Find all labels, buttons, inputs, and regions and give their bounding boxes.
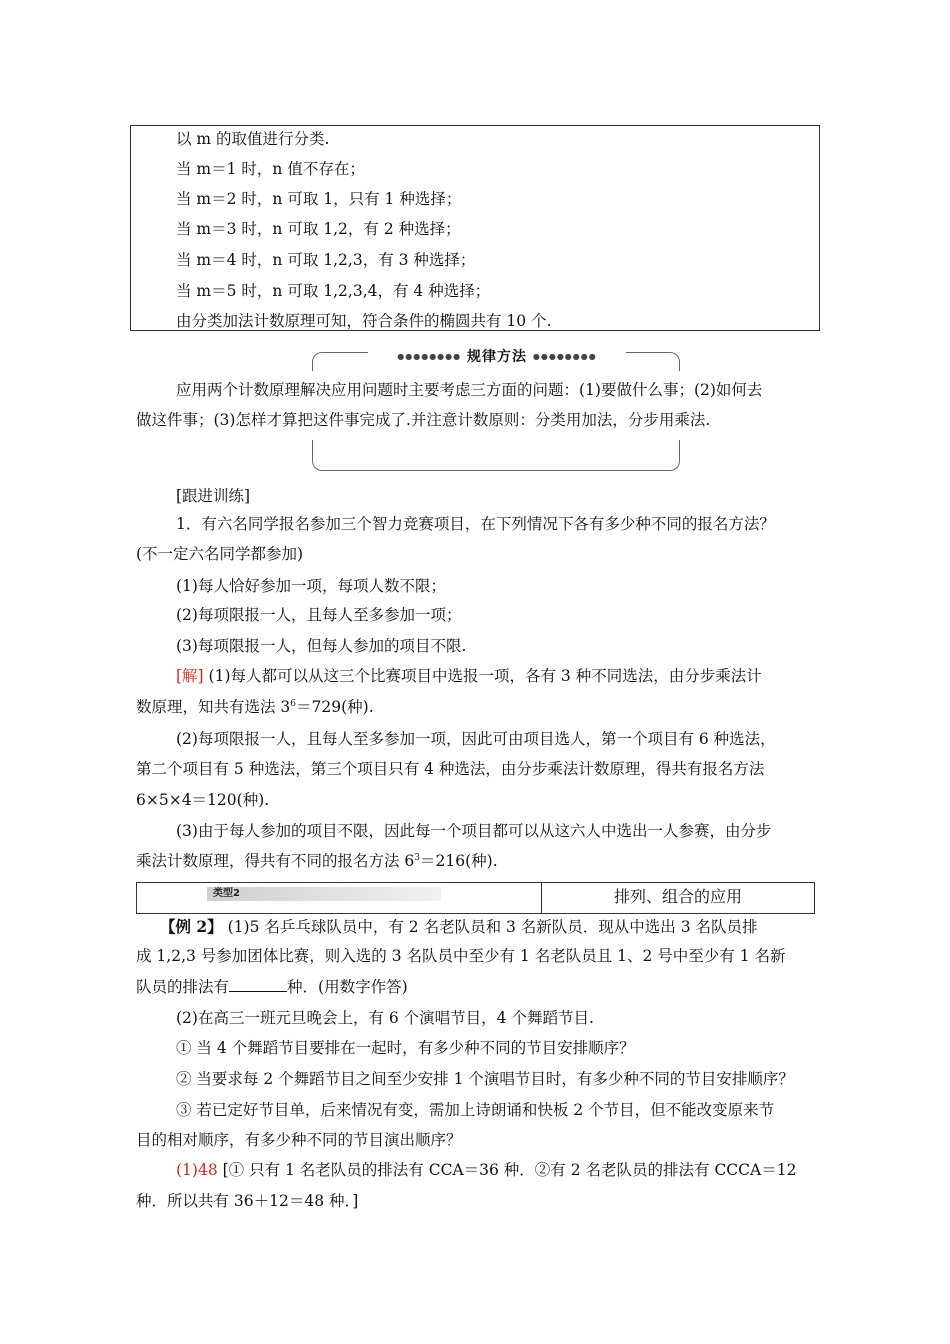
- box-line: 当 m＝2 时，n 可取 1，只有 1 种选择；: [176, 190, 462, 208]
- solution-text: 乘法计数原理，得共有不同的报名方法 6: [136, 852, 415, 870]
- rule-line: 应用两个计数原理解决应用问题时主要考虑三方面的问题：(1)要做什么事；(2)如何去: [176, 381, 763, 399]
- answer-tag: (1)48: [176, 1161, 218, 1179]
- answer-line: [176, 1160, 796, 1180]
- solution-line: 第二个项目有 5 种选法，第三个项目只有 4 种选法，由分步乘法计数原理，得共有报名方法: [136, 760, 765, 778]
- example-line: [160, 917, 758, 937]
- rule-frame-bottom: [312, 440, 680, 471]
- type-label: 类型2: [213, 888, 240, 899]
- question-line: 1．有六名同学报名参加三个智力竞赛项目，在下列情况下各有多少种不同的报名方法？: [176, 515, 775, 533]
- solution-text: (1)每人都可以从这三个比赛项目中选报一项，各有 3 种不同选法，由分步乘法计: [208, 667, 762, 685]
- example-line: ① 当 4 个舞蹈节目要排在一起时，有多少种不同的节目安排顺序？: [176, 1039, 635, 1057]
- box-line: 当 m＝3 时，n 可取 1,2，有 2 种选择；: [176, 220, 461, 238]
- box-line: 由分类加法计数原理可知，符合条件的椭圆共有 10 个.: [176, 312, 552, 330]
- solution-line: [136, 697, 374, 717]
- solution-line: (3)由于每人参加的项目不限，因此每一个项目都可以从这六人中选出一人参赛，由分步: [176, 822, 772, 840]
- solution-text: ＝216(种).: [420, 852, 498, 870]
- example-tag: 【例 2】: [160, 917, 223, 936]
- practice-heading: [跟进训练]: [176, 487, 251, 505]
- rule-title: 规律方法: [467, 349, 527, 365]
- solution-tag: [解]: [176, 667, 204, 685]
- answer-blank: [229, 977, 287, 992]
- question-line: (3)每项限报一人，但每人参加的项目不限.: [176, 637, 467, 655]
- example-line: (2)在高三一班元旦晚会上，有 6 个演唱节目，4 个舞蹈节目.: [176, 1009, 594, 1027]
- example-line: ② 当要求每 2 个舞蹈节目之间至少安排 1 个演唱节目时，有多少种不同的节目安排顺序？: [176, 1070, 794, 1088]
- example-text: (1)5 名乒乓球队员中，有 2 名老队员和 3 名新队员．现从中选出 3 名队员排: [222, 918, 758, 936]
- rule-title-banner: [368, 346, 626, 368]
- question-line: (1)每人恰好参加一项，每项人数不限；: [176, 577, 446, 595]
- type-title: 排列、组合的应用: [613, 887, 742, 906]
- type-tab: [207, 887, 441, 901]
- solution-line: 6×5×4＝120(种).: [136, 791, 270, 809]
- solution-text: ＝729(种).: [296, 698, 374, 716]
- example-text: 队员的排法有: [136, 978, 230, 996]
- box-line: 当 m＝4 时，n 可取 1,2,3，有 3 种选择；: [176, 251, 476, 269]
- box-line: 以 m 的取值进行分类.: [176, 130, 330, 148]
- solution-line: [136, 851, 498, 871]
- example-line: ③ 若已定好节目单，后来情况有变，需加上诗朗诵和快板 2 个节目，但不能改变原来节: [176, 1101, 775, 1119]
- example-line: 目的相对顺序，有多少种不同的节目演出顺序？: [136, 1131, 462, 1149]
- example-line: 成 1,2,3 号参加团体比赛，则入选的 3 名队员中至少有 1 名老队员且 1、2 号中至少有 1 名新: [136, 947, 786, 965]
- question-line: (不一定六名同学都参加): [136, 545, 304, 563]
- solution-line: [176, 666, 762, 686]
- dots-decoration: ●●●●●●●●: [397, 352, 462, 361]
- section-type-bar: [136, 882, 815, 914]
- exponent: 6: [290, 698, 297, 709]
- rule-line: 做这件事；(3)怎样才算把这件事完成了.并注意计数原则：分类用加法，分步用乘法.: [136, 411, 711, 429]
- dots-decoration: ●●●●●●●●: [532, 352, 597, 361]
- question-line: (2)每项限报一人，且每人至多参加一项；: [176, 606, 462, 624]
- box-line: 当 m＝1 时，n 值不存在；: [176, 160, 365, 178]
- example-line: [136, 977, 408, 997]
- solution-text: 数原理，知共有选法 3: [136, 698, 291, 716]
- answer-line: 种．所以共有 36＋12＝48 种．]: [136, 1192, 359, 1210]
- exponent: 3: [414, 852, 421, 863]
- answer-text: [① 只有 1 名老队员的排法有 CCA＝36 种．②有 2 名老队员的排法有 CCCA＝12: [217, 1161, 797, 1179]
- example-text: 种．(用数字作答): [287, 978, 408, 996]
- solution-line: (2)每项限报一人，且每人至多参加一项，因此可由项目选人，第一个项目有 6 种选法，: [176, 730, 776, 748]
- box-line: 当 m＝5 时，n 可取 1,2,3,4，有 4 种选择；: [176, 282, 491, 300]
